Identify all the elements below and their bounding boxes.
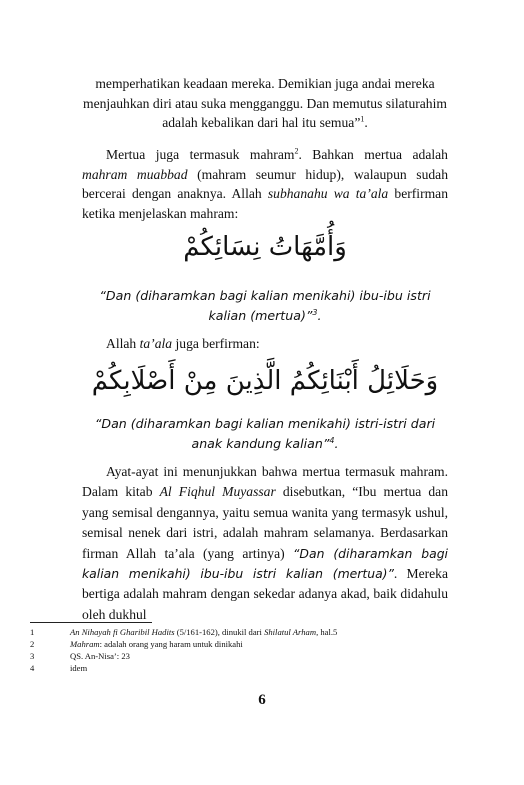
text-span: (mahram seumur hidup), walaupun sudah bercerai dengan anaknya. Allah: [82, 166, 449, 202]
italic-term: ta’ala: [139, 336, 173, 351]
text-span: Allah: [106, 336, 140, 351]
text-span: Mertua juga termasuk mahram: [106, 147, 295, 162]
arabic-verse-2: وَحَلَائِلُ أَبْنَائِكُمُ الَّذِينَ مِنْ أَصْلَابِكُمْ: [91, 366, 439, 396]
footnote-number: 3: [30, 651, 35, 661]
italic-term: mahram muabbad: [82, 166, 188, 182]
footnote-text: (5/161-162), dinukil dari: [174, 627, 265, 637]
footnote-4: [30, 662, 490, 674]
footnote-number: 4: [30, 663, 35, 673]
footnote-italic: Shilatul Arham: [264, 627, 317, 637]
text-line: menjauhkan diri atau suka mengganggu. Dan memutus silaturahim: [83, 95, 447, 111]
footnote-number: 2: [30, 639, 35, 649]
footnote-1: [30, 626, 490, 638]
text-span: adalah kebalikan dari hal itu semua”: [162, 115, 361, 131]
text-line: [82, 113, 448, 133]
italic-term: subhanahu wa ta’ala: [267, 186, 389, 202]
footnote-3: [30, 650, 490, 662]
footnote-italic: An Nihayah fi Gharibil Hadits: [70, 627, 175, 637]
text-span: Ayat-ayat ini menunjukkan bahwa mertua termasuk mahram. Dalam kitab: [82, 464, 448, 500]
text-span: . Mereka bertiga adalah mahram dengan sekedar adanya akad, baik didahulu oleh dukhul: [82, 566, 449, 622]
text-line: memperhatikan keadaan mereka. Demikian juga andai mereka: [95, 76, 435, 91]
paragraph-ayat: [82, 462, 448, 625]
text-span: .: [334, 436, 339, 451]
text-span: .: [364, 115, 368, 131]
translation-quote-2: [82, 414, 448, 454]
paragraph-continuation: [82, 74, 448, 133]
italic-term: Al Fiqhul Muyassar: [159, 484, 276, 500]
arabic-verse-1: وَأُمَّهَاتُ نِسَائِكُمْ: [183, 232, 347, 262]
text-span: berfirman ketika menjelaskan mahram:: [82, 186, 449, 221]
italic-quote: “Dan (diharamkan bagi kalian menikahi) ibu-ibu istri kalian (mertua)”: [82, 545, 449, 582]
page-number: 6: [258, 692, 266, 708]
text-span: juga berfirman:: [172, 336, 260, 351]
footnote-ref: 2: [294, 146, 299, 156]
text-span: disebutkan, “Ibu mertua dan yang semisal dengannya, yaitu semua wanita yang termasyk ushul, semisal nenek dari istri, adalah mahram selamanya. Berdasarkan firman Allah ta’ala (yang artinya): [82, 484, 448, 561]
footnote-2: [30, 638, 490, 650]
footnote-text: idem: [70, 663, 88, 673]
quote-text: “Dan (diharamkan bagi kalian menikahi) ibu-ibu istri kalian (mertua)”: [99, 288, 431, 323]
paragraph-allah-berfirman: [82, 334, 448, 354]
footnote-text: , hal.5: [316, 627, 338, 637]
quote-text: “Dan (diharamkan bagi kalian menikahi) istri-istri dari anak kandung kalian”: [94, 416, 436, 451]
footnote-text: : adalah orang yang haram untuk dinikahi: [99, 639, 243, 649]
text-span: . Bahkan mertua adalah: [298, 147, 448, 162]
footnote-italic: Mahram: [70, 639, 100, 649]
text-span: .: [317, 308, 322, 323]
footnote-number: 1: [30, 627, 35, 637]
footnote-ref: 3: [312, 307, 318, 317]
translation-quote-1: [82, 286, 448, 326]
footnote-ref: 4: [329, 435, 335, 445]
footnote-divider: [30, 622, 152, 623]
paragraph-mertua: [82, 145, 448, 223]
footnote-text: QS. An-Nisa’: 23: [70, 651, 130, 661]
footnote-ref: 1: [360, 114, 365, 124]
